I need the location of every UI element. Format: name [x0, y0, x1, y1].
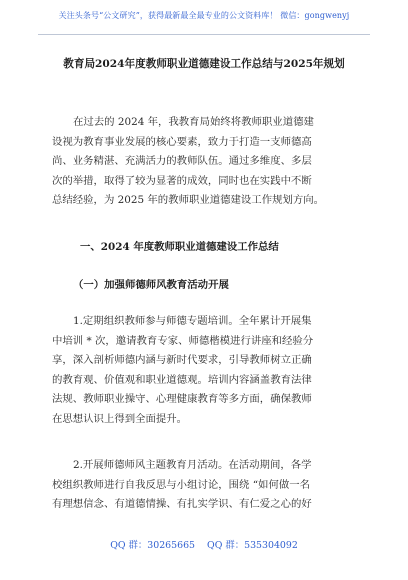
paragraph-line: 尚、业务精湛、充满活力的教师队伍。通过多维度、多层: [52, 155, 312, 168]
paragraph-line: 1.定期组织教师参与师德专题培训。全年累计开展集: [73, 315, 312, 327]
paragraph-line: 有理想信念、有道德情操、有扎实学识、有仁爱之心的好: [52, 498, 312, 511]
intro-paragraph: [52, 113, 366, 211]
paragraph-line: 的教育观、价值观和职业道德观。培训内容涵盖教育法律: [52, 373, 312, 386]
paragraph-line: 法规、教师职业操守、心理健康教育等多方面，确保教师: [52, 393, 312, 406]
item-1-paragraph: [52, 312, 366, 430]
paragraph-line: 次的举措，取得了较为显著的成效，同时也在实践中不断: [52, 174, 312, 187]
paragraph-line: 校组织教师进行自我反思与小组讨论，围绕 “如何做一名: [52, 478, 310, 491]
footer-contact: [0, 537, 408, 551]
document-title: 教育局2024年度教师职业道德建设工作总结与2025年规划: [63, 58, 345, 70]
paragraph-line: 总结经验，为 2025 年的教师职业道德建设工作规划方向。: [52, 194, 325, 207]
paragraph-line: 在过去的 2024 年，我教育局始终将教师职业道德建: [73, 116, 314, 128]
paragraph-line: 在思想认识上得到全面提升。: [52, 412, 188, 425]
item-2-paragraph: [52, 456, 366, 515]
footer-qq-group-1: QQ 群：30265665: [110, 540, 196, 551]
subsection-heading: （一）加强师德师风教育活动开展: [73, 279, 229, 291]
paragraph-line: 2.开展师德师风主题教育月活动。在活动期间，各学: [73, 459, 312, 471]
section-heading: 一、2024 年度教师职业道德建设工作总结: [80, 241, 279, 253]
paragraph-line: 享，深入剖析师德内涵与新时代要求，引导教师树立正确: [52, 354, 312, 367]
header-banner: 关注头条号“公文研究”，获得最新最全最专业的公文资料库！ 微信：gongwenyj: [58, 11, 350, 20]
footer-qq-group-2: QQ 群：535304092: [207, 540, 298, 551]
paragraph-line: 设视为教育事业发展的核心要素，致力于打造一支师德高: [52, 135, 312, 148]
header-divider: [38, 34, 370, 35]
paragraph-line: 中培训 * 次，邀请教育专家、师德楷模进行讲座和经验分: [52, 334, 314, 347]
